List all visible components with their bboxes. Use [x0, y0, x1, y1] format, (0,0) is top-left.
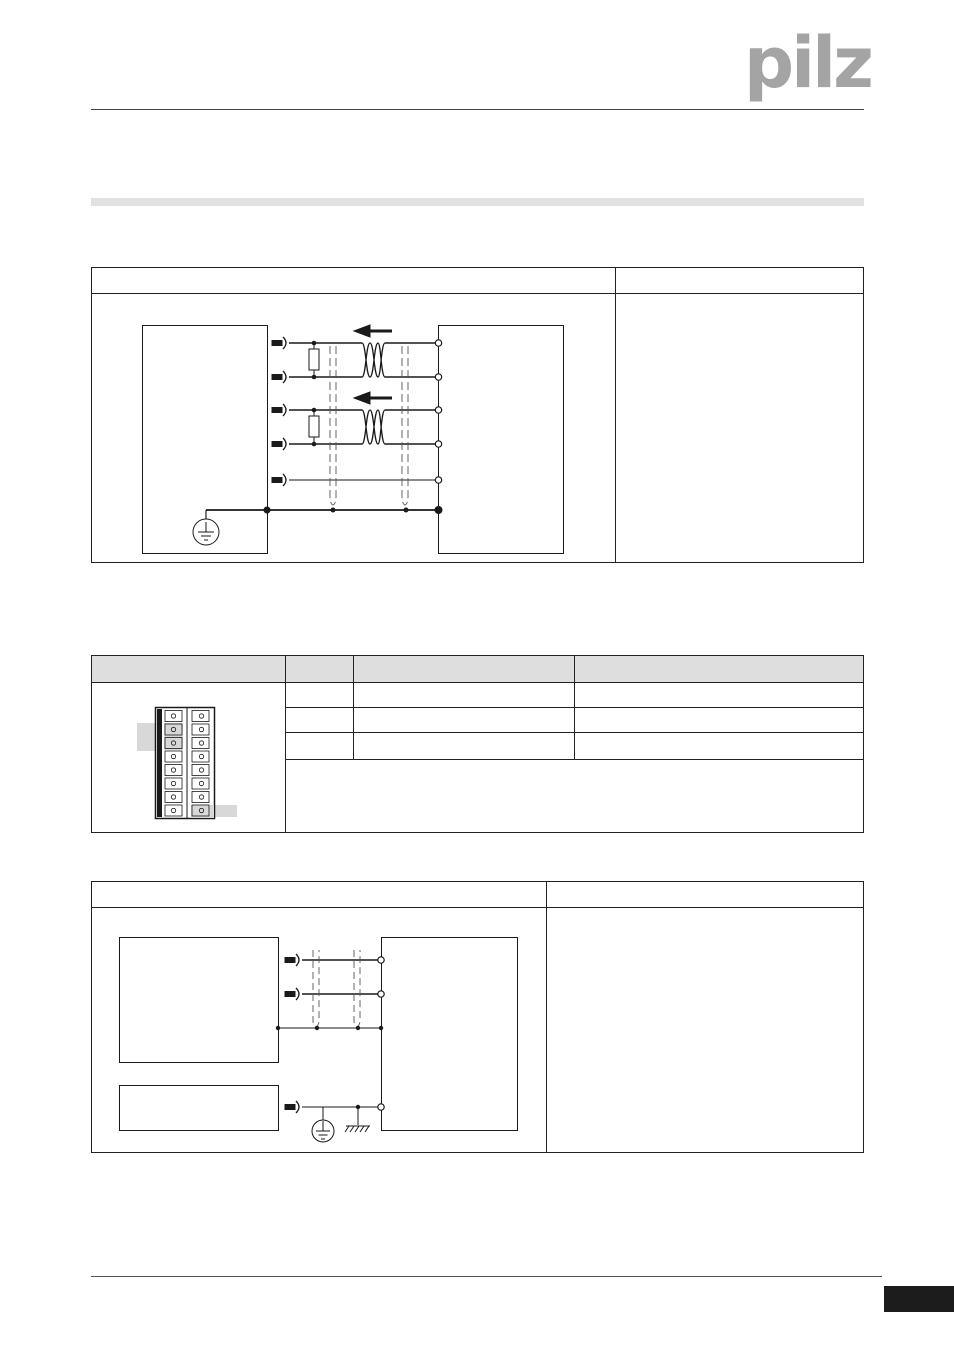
diagram-2-left-device-upper	[120, 938, 279, 1063]
connector-icon	[285, 954, 299, 1113]
page-number-tab	[884, 1286, 954, 1312]
shield-icon	[313, 950, 360, 1027]
footer-rule	[91, 1276, 882, 1277]
diagram-2-right-device	[382, 938, 518, 1131]
pilz-logo: pilz	[744, 22, 871, 104]
earth-ground-icon	[312, 1120, 334, 1142]
diagram-2-left-device-lower	[120, 1086, 279, 1131]
chassis-ground-icon	[345, 1126, 370, 1132]
